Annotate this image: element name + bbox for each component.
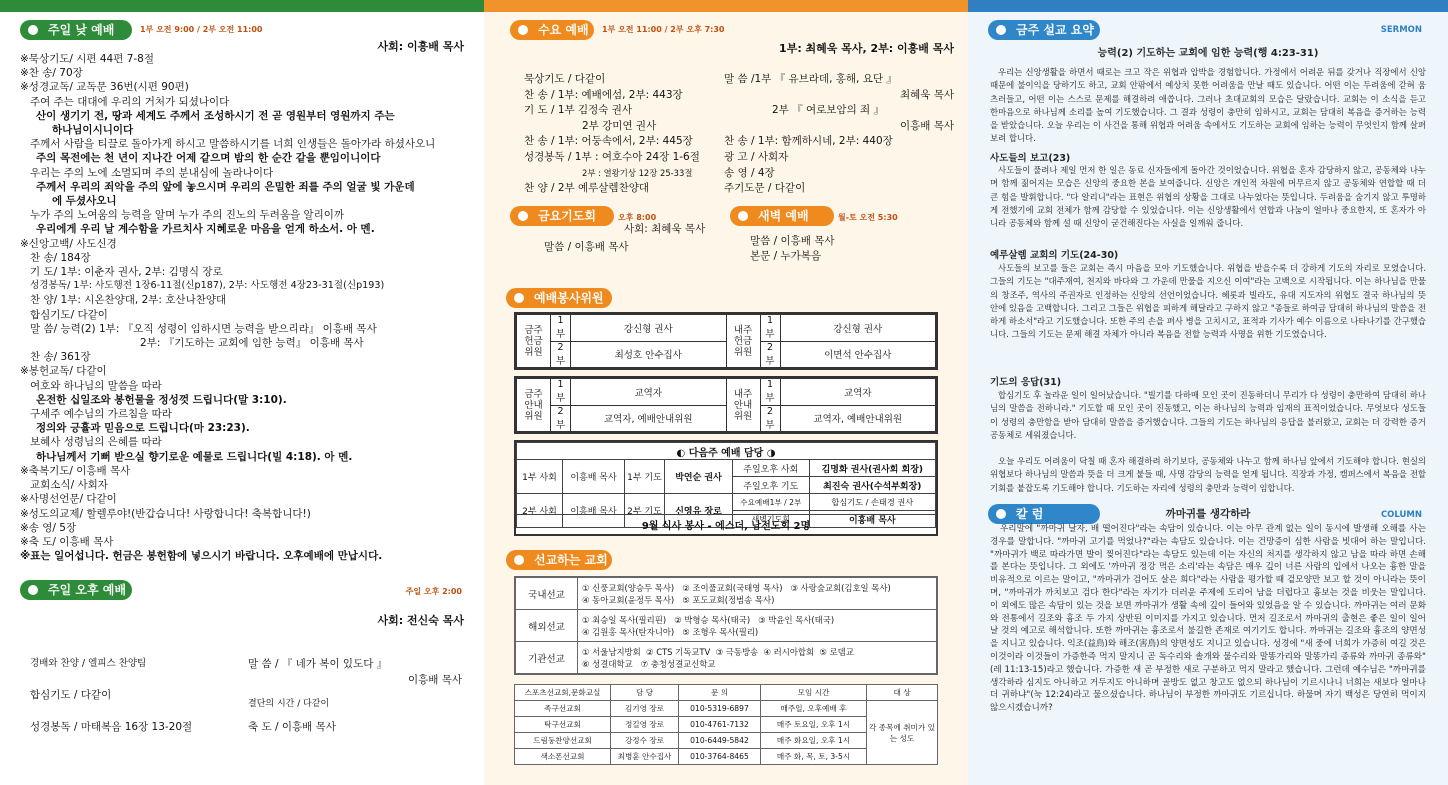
cell: 010-6449-5842 [679, 733, 761, 749]
mission-label: 국내선교 [516, 578, 578, 610]
cell: 매주 화, 목, 토, 3-5시 [761, 749, 867, 765]
column-eng-label: COLUMN [1380, 510, 1422, 520]
col-header: 모임 시간 [761, 685, 867, 701]
duty-person: 박연순 권사 [665, 460, 733, 494]
cell: 족구선교회 [515, 701, 611, 717]
order-line: 묵상기도 / 다같이 [524, 73, 606, 85]
cell: 최병훈 안수집사 [611, 749, 679, 765]
next-week-title: ◐ 다음주 예배 담당 ◑ [517, 443, 936, 460]
mission-title: 선교하는 교회 [506, 550, 612, 570]
cell: 매주 토요일, 오후 1시 [761, 717, 867, 733]
wed-order-right [724, 72, 954, 197]
afternoon-preacher: 이흥배 목사 [407, 674, 462, 686]
offering-committee [514, 312, 938, 370]
order-line: 찬 양/ 1부: 시온찬양대, 2부: 호산나찬양대 [30, 294, 227, 307]
afternoon-decision: 결단의 시간 / 다같이 [248, 699, 330, 709]
column-body: 우리말에 "까마귀 날자, 배 떨어진다"라는 속담이 있습니다. 이는 아무 관계 없는 일이 동시에 발생해 오해를 사는 경우를 말합니다. "까마귀 고기를 먹었나?"라는 속담도 있습니다. 이는 건망증이 심한 사람을 빗대어 하는 말입니다. "까마귀가 백로 따라가면 발이 찢어진다"라는 속담도 있는데 이는 자신의 처지를 생각하지 않고 남을 따라 하면 손해를 본다는 뜻입니다. 그 외에도 '까마귀 정강 먹은 소리'라는 속담은 매우 깊이 너른 사람의 입에서 나오는 흉한 말을 비유적으로 이르는 말이고, "까마귀가 검어도 살은 희다"라는 사람을 평가할 때 겉모양만 보고 할 것이 아니라는 뜻이며, "까마귀가 까치보고 검다 한다"라는 자기가 더러운 주제에 도리어 남을 더럽다고 흉보는 것을 비웃는 말입니다. 이 외에도 많은 속담이 있는 것을 보면 까마귀가 생활 속에 깊이 들어와 있었음을 알 수 있습니다. 까마귀는 여러 문화와 전통에서 길조와 흉조 두 가지 상반된 이미지를 가지고 있습니다. 먼저 길조로서 까마귀의 출현은 좋은 일이 일어날 것의 예고로 해석합니다. 또한 까마귀는 흉조로서 불길한 존재로 여기기도 합니다. 까마귀는 길조와 흉조의 양면성을 지니고 있습니다. 익조(益鳥)와 해조(害鳥)의 양면성도 지니고 있습니다. 성경에 "새 중에 너희가 가증히 여길 것은 이것이라 이것들이 가증한즉 먹지 말지니 곧 독수리와 솔개와 물수리와 말똥가리와 말똥가리 종류와 까마귀 종류와"(레 11:13-15)라고 했습니다. 가증한 새 곧 부정한 새로 구분하고 먹지 말라고 했습니다. 그런데 예수님은 "까마귀를 생각하라 심지도 아니하고 거두지도 아니하며 골방도 없고 창고도 없으되 하나님이 기르시나니 너희는 새보다 얼마나 더 귀하냐"(눅 12:24)라고 물으셨습니다. 하나님이 부정한 까마귀도 기르십니다. 하물며 자기 백성은 당연히 먹이지 않으시겠습니까? [990, 524, 1426, 714]
col-header: 스포츠선교회,문화교실 [515, 685, 611, 701]
sermon-point-2-title: 예루살렘 교회의 기도(24-30) [990, 250, 1119, 261]
sermon-intro: 우리는 신앙생활을 하면서 때로는 크고 작은 위협과 압박을 경험합니다. 가정에서 어려운 뒤를 갖거나 직장에서 신앙 때문에 불이익을 당하기도 하고, 교회 안팎에서 예상치 못한 어려움을 만날 때도 있습니다. 어떤 이는 두려움에 갇혀 움츠러들고, 어떤 이는 스스로 문제를 해결하려 애씁니다. 그러나 초대교회의 모습은 달랐습니다. 교회는 이 소식을 듣고 한마음으로 하나님께 소리를 높여 기도했습니다. 그 결과 성령이 충만히 임하시고, 교회는 담대히 복음을 증거하는 능력을 받았습니다. 오늘 우리는 이 사건을 통해 위협과 어려움 속에서도 기도하는 교회에 임하는 능력이 무엇인지 함께 살펴보려 합니다. [990, 67, 1426, 144]
dawn-word: 말씀 / 이흥배 목사 [750, 235, 835, 247]
mission-item: ③ 사랑숲교회(김호일 목사) [790, 582, 891, 593]
circle-icon [514, 293, 524, 303]
name-cell: 교역자, 예배안내위원 [780, 405, 936, 432]
sermon-point-3: 합심기도 후 놀라운 일이 일어났습니다. "빌기를 다하매 모인 곳이 진동하더니 무리가 다 성령이 충만하여 담대히 하나님의 말씀을 전하니라." 기도할 때 모인 곳이 진동했고, 이는 하나님의 능력과 임재의 표적이었습니다. 무엇보다 성도들이 성령의 충만함을 받아 담대히 말씀을 증거했습니다. 그들의 기도는 하나님의 응답을 불러왔고, 교회는 더 강력한 증거 공동체로 세워졌습니다. [990, 390, 1426, 440]
mission-item: ⑤ 로뎀교 [819, 646, 854, 657]
order-line: ※묵상기도/ 시편 44편 7-8절 [20, 53, 155, 65]
duty-person: 최진숙 권사(수석부회장) [809, 477, 935, 494]
col-header: 대 상 [867, 685, 938, 701]
responsive-reading-line: 주의 목전에는 천 년이 지나간 어제 같으며 밤의 한 순간 같을 뿐임이니이다 [36, 152, 381, 165]
name-cell: 교역자 [571, 379, 727, 406]
duty-role: 1부 기도 [625, 460, 665, 494]
next-week-duty [514, 440, 938, 536]
responsive-reading-line: 주여 주는 대대에 우리의 거처가 되셨나이다 [30, 95, 230, 108]
wed-time: 1부 오전 11:00 / 2부 오후 7:30 [602, 25, 725, 34]
part-cell: 1부 [551, 379, 571, 406]
sermon-eng-label: SERMON [1380, 25, 1422, 35]
offering-reading-line: 정의와 긍휼과 믿음으로 드립니다(마 23:23). [36, 422, 250, 435]
order-line: 찬 송/ 184장 [30, 251, 91, 264]
circle-icon [738, 211, 748, 221]
cell: 드림둥찬양선교회 [515, 733, 611, 749]
duty-person: 이흥배 목사 [563, 460, 625, 494]
mission-item: ⑥ 성결대학교 [582, 658, 633, 669]
mission-item: ④ 김원홍 목사(탄자니아) [582, 626, 675, 637]
order-line: 성경봉독/ 1부: 사도행전 1장6-11절(신p187), 2부: 사도행전 4장23-31절(신p193) [30, 280, 385, 292]
order-line: 2부 : 열왕기상 12장 25-33절 [582, 167, 693, 178]
mission-item: ⑤ 포도교회(정범송 목사) [682, 594, 775, 605]
circle-icon [518, 211, 528, 221]
sermon-point-1: 사도들이 풀려나 제일 먼저 한 일은 동료 신자들에게 돌아간 것이었습니다. 위협을 혼자 감당하지 않고, 공동체와 나누며 함께 짊어지는 모습은 신앙의 중요한 본을 보여줍니다. 신앙은 개인적 차원에 머무르지 않고 공동체와 연합할 때 더 큰 힘을 발휘합니다. "다 알리니"라는 표현은 위협의 상황을 그대로 나누었다는 뜻입니다. 두려움을 숨기지 않고 투명하게 전했기에 교회 전체가 함께 감당할 수 있었습니다. 이는 신앙생활에서 연합과 나눔이 얼마나 중요한지, 또 혼자가 아니라 공동체와 함께 설 때 신앙이 굳건해진다는 사실을 일깨워 줍니다. [990, 165, 1426, 229]
cell: 010-5319-6897 [679, 701, 761, 717]
fri-time: 오후 8:00 [618, 213, 657, 222]
morning-host: 사회: 이흥배 목사 [377, 40, 464, 53]
cell: 색소폰선교회 [515, 749, 611, 765]
offering-reading-line: 여호와 하나님의 말씀을 따라 [30, 379, 162, 392]
column-sunday [0, 0, 484, 785]
responsive-reading-line: 에 두셨사오니 [52, 195, 117, 208]
top-band [968, 0, 1448, 12]
name-cell: 교역자, 예배안내위원 [571, 405, 727, 432]
order-line: ※축 도/ 이흥배 목사 [20, 535, 114, 548]
wed-title: 수요 예배 [510, 20, 594, 40]
afternoon-title: 주일 오후 예배 [20, 580, 132, 600]
mission-table [514, 576, 938, 675]
target-cell: 각 종목에 취미가 있는 성도 [867, 701, 938, 765]
fri-host: 사회: 최혜욱 목사 [624, 223, 706, 235]
cell: 매주일, 오후예배 후 [761, 701, 867, 717]
order-line: 찬 송 / 1부: 함께하시네, 2부: 440장 [724, 135, 893, 148]
afternoon-reading: 성경봉독 / 마태복음 16장 13-20절 [30, 721, 193, 733]
dawn-text: 본문 / 누가복음 [750, 250, 822, 262]
responsive-reading-line: 누가 주의 노여움의 능력을 알며 누가 주의 진노의 두려움을 알리이까 [30, 209, 345, 222]
duty-role: 주일오후 기도 [733, 477, 810, 494]
sermon-line: 2부: 『기도하는 교회에 임한 능력』 이흥배 목사 [140, 337, 364, 350]
name-cell: 교역자 [780, 379, 936, 406]
column-weekday [484, 0, 968, 785]
order-line: ※찬 송/ 70장 [20, 67, 83, 80]
circle-icon [28, 25, 38, 35]
duty-role: 새벽기도회 [733, 511, 810, 528]
responsive-reading-line: 우리는 주의 노에 소멸되며 주의 분내심에 놀라나이다 [30, 166, 274, 179]
col-header: 문 의 [679, 685, 761, 701]
mission-item: ④ 러시아합회 [763, 646, 815, 657]
sermon-summary-title: 금주 설교 요약 [988, 20, 1100, 40]
order-line: ※축복기도/ 이흥배 목사 [20, 464, 131, 477]
cell: 강정수 장로 [611, 733, 679, 749]
cell: 010-3764-8465 [679, 749, 761, 765]
morning-time: 1부 오전 9:00 / 2부 오전 11:00 [140, 25, 263, 34]
part-cell: 1부 [760, 379, 780, 406]
part-cell: 2부 [551, 405, 571, 432]
order-line: ※신앙고백/ 사도신경 [20, 237, 117, 250]
order-line: 교회소식/ 사회자 [30, 479, 108, 492]
mission-item: ① 최승일 목사(필리핀) [582, 614, 667, 625]
order-line: 이흥배 목사 [899, 119, 954, 132]
meal-service: 9월 식사 봉사 - 에스더, 남전도회 2명 [516, 514, 936, 532]
order-line: 송 영 / 4장 [724, 166, 775, 179]
order-line: 합심기도/ 다같이 [30, 308, 108, 321]
part-cell: 2부 [760, 405, 780, 432]
mission-item: ① 신풍교회(양승두 목사) [582, 582, 675, 593]
order-line: ※봉헌교독/ 다같이 [20, 365, 107, 378]
duty-role: 1부 사회 [517, 460, 563, 494]
mission-label: 기관선교 [516, 642, 578, 674]
duty-role: 2부 기도 [625, 494, 665, 528]
name-cell: 강신형 권사 [571, 315, 727, 342]
usher-committee [514, 376, 938, 434]
mission-item: ③ 극동방송 [715, 646, 759, 657]
mission-item: ② CTS 기독교TV [646, 646, 711, 657]
order-line: ※성도의교제/ 할렐루야!(반갑습니다! 사랑합니다! 축복합니다!) [20, 507, 311, 520]
name-cell: 최성호 안수집사 [571, 341, 727, 368]
sermon-point-2: 사도들의 보고를 들은 교회는 즉시 마음을 모아 기도했습니다. 위협을 받을수록 더 강하게 기도의 자리로 모였습니다. 그들의 기도는 "대주재여, 천지와 바다와 그 가운데 만물을 지으신 이여"라는 고백으로 시작됩니다. 이는 하나님을 만물의 창조주, 역사의 주권자로 인정하는 신앙의 선언이었습니다. 헤롯과 빌라도, 유대 지도자의 위협도 결국 하나님의 뜻 안에 있음을 고백합니다. 그리고 그들은 위협을 피하게 해달라고 구하지 않고 "종들로 하여금 담대히 하나님의 말씀을 전하게 하소서"라고 기도했습니다. 또한 주의 손을 펴사 병을 고치시고, 표적과 기사가 예수 이름으로 나타나기를 간구했습니다. 그들의 기도는 문제 해결 자체가 아니라 복음을 전할 능력과 사명을 위한 기도였습니다. [990, 263, 1426, 340]
wed-order-left [524, 72, 700, 197]
mission-item: ① 서울남지방회 [582, 646, 641, 657]
mission-item: ④ 동아교회(윤정두 목사) [582, 594, 675, 605]
cell: 김기영 장로 [611, 701, 679, 717]
offering-reading-line: 온전한 십일조와 봉헌물을 정성껏 드립니다(말 3:10). [36, 393, 287, 406]
morning-order [20, 52, 435, 563]
top-band [484, 0, 968, 12]
duty-role: 2부 사회 [517, 494, 563, 528]
order-line: 2부 『 여로보암의 죄 』 [772, 104, 885, 117]
order-line: 기 도/ 1부: 이춘자 권사, 2부: 김명식 장로 [30, 266, 223, 279]
order-line: 찬 양 / 2부 예루살렘찬양대 [524, 182, 649, 195]
morning-title: 주일 낮 예배 [20, 20, 132, 40]
responsive-reading-line: 하나님이시니이다 [52, 124, 134, 137]
cell: 정길영 장로 [611, 717, 679, 733]
duty-person: 이흥배 목사 [809, 511, 935, 528]
sermon-conclusion: 오늘 우리도 어려움이 닥칠 때 혼자 해결하려 하기보다, 공동체와 나누고 함께 하나님 앞에서 기도해야 합니다. 현실의 위협보다 하나님의 말씀과 뜻을 더 크게 붙들 때, 사명 감당의 능력을 얻게 됩니다. 직장과 가정, 캠퍼스에서 복음을 전할 기회를 붙잡도록 기도해야 합니다. 기도하는 자리에 성령의 충만과 능력이 임합니다. [990, 456, 1426, 493]
order-line: ※성경교독/ 교독문 36번(시편 90편) [20, 81, 189, 94]
col-header: 담 당 [611, 685, 679, 701]
duty-role: 수요예배1부 / 2부 [733, 494, 810, 511]
offering-reading-line: 하나님께서 기뻐 받으실 향기로운 예물로 드립니다(빌 4:18). 아 멘. [36, 450, 353, 463]
mission-item: ② 조이풀교회(국태영 목사) [682, 582, 783, 593]
part-cell: 1부 [551, 315, 571, 342]
circle-icon [514, 555, 524, 565]
label-cell: 내주 헌금 위원 [726, 315, 760, 368]
responsive-reading-line: 주께서 우리의 죄악을 주의 앞에 놓으시며 우리의 은밀한 죄를 주의 얼굴 빛 가운데 [36, 180, 415, 193]
sermon-point-1-title: 사도들의 보고(23) [990, 153, 1071, 164]
cell: 탁구선교회 [515, 717, 611, 733]
dawn-time: 월-토 오전 5:30 [838, 213, 898, 222]
servants-title: 예배봉사위원 [506, 288, 612, 308]
fri-title: 금요기도회 [510, 206, 614, 226]
name-cell: 강신형 권사 [780, 315, 936, 342]
label-cell: 금주 안내 위원 [517, 379, 551, 432]
order-line: 기 도 / 1부 김정숙 권사 [524, 104, 633, 117]
order-line: 찬 송/ 361장 [30, 351, 91, 364]
mission-list [578, 578, 937, 610]
duty-person: 합심기도 / 손태경 권사 [809, 494, 935, 511]
order-line: 찬 송 / 1부: 어둥속에서, 2부: 445장 [524, 135, 693, 148]
contacts-table [514, 684, 938, 765]
cell: 010-4761-7132 [679, 717, 761, 733]
afternoon-praise: 경배와 찬양 / 엘피스 찬양팀 [30, 658, 147, 669]
circle-icon [996, 25, 1006, 35]
order-line: 광 고 / 사회자 [724, 150, 789, 163]
order-line: ※사명선언문/ 다같이 [20, 493, 117, 506]
order-line: 찬 송 / 1부: 예배에섬, 2부: 443장 [524, 88, 683, 101]
afternoon-time: 주일 오후 2:00 [405, 587, 462, 596]
duty-role: 주일오후 사회 [733, 460, 810, 477]
order-line: 최혜욱 목사 [899, 88, 954, 101]
part-cell: 2부 [760, 341, 780, 368]
circle-icon [28, 585, 38, 595]
circle-icon [518, 25, 528, 35]
part-cell: 1부 [760, 315, 780, 342]
label-cell: 금주 헌금 위원 [517, 315, 551, 368]
afternoon-sermon: 말 씀 / 『 네가 복이 있도다 』 [248, 658, 388, 670]
order-line: 말 씀 /1부 『 유브라데, 홍해, 요단 』 [724, 73, 897, 85]
duty-person: 김명화 권사(권사회 회장) [809, 460, 935, 477]
wed-host: 1부: 최혜욱 목사, 2부: 이흥배 목사 [779, 42, 954, 55]
mission-item: ⑦ 충청성결교신학교 [640, 658, 716, 669]
order-line: 2부 강미연 권사 [582, 119, 657, 132]
duty-person: 이흥배 목사 [563, 494, 625, 528]
offering-reading-line: 보혜사 성령님의 은혜를 따라 [30, 436, 162, 449]
mission-list [578, 610, 937, 642]
offering-reading-line: 구세주 예수님의 가르침을 따라 [30, 408, 172, 421]
mission-list [578, 642, 937, 674]
mission-item: ③ 박윤인 목사(태국) [758, 614, 835, 625]
name-cell: 이면석 안수집사 [780, 341, 936, 368]
mission-label: 해외선교 [516, 610, 578, 642]
sermon-line: 말 씀/ 능력(2) 1부: 『오직 성령이 임하시면 능력을 받으리라』 이흥배 목사 [30, 322, 377, 335]
responsive-reading-line: 산이 생기기 전, 땅과 세계도 주께서 조성하시기 전 곧 영원부터 영원까지 주는 [36, 109, 395, 122]
afternoon-host: 사회: 전신숙 목사 [377, 614, 464, 627]
sermon-heading: 능력(2) 기도하는 교회에 임한 능력(행 4:23-31) [1097, 48, 1319, 59]
column-sermon [968, 0, 1448, 785]
cell: 매주 화요일, 오후 1시 [761, 733, 867, 749]
order-line: 성경봉독 / 1부 : 여호수아 24장 1-6절 [524, 150, 700, 163]
responsive-reading-line: 주께서 사람을 티끌로 돌아가게 하시고 말씀하시기를 너희 인생들은 돌아가라 하셨사오니 [30, 138, 436, 151]
top-band [0, 0, 484, 12]
mission-item: ⑤ 조형우 목사(필리) [682, 626, 759, 637]
notice-line: ※표는 일어섭니다. 헌금은 봉헌함에 넣으시기 바랍니다. 오후예배에 만납시다. [20, 550, 383, 563]
afternoon-benediction: 축 도 / 이흥배 목사 [248, 721, 336, 733]
afternoon-prayer: 합심기도 / 다같이 [30, 689, 112, 701]
column-heading: 까마귀를 생각하라 [1165, 508, 1251, 520]
responsive-reading-line: 우리에게 우리 날 계수함을 가르치사 지혜로운 마음을 얻게 하소서. 아 멘. [36, 223, 375, 236]
dawn-title: 새벽 예배 [730, 206, 834, 226]
sermon-point-3-title: 기도의 응답(31) [990, 377, 1062, 388]
duty-person: 신영유 장로 [665, 494, 733, 528]
order-line: ※송 영/ 5장 [20, 521, 77, 534]
order-line: 주기도문 / 다같이 [724, 182, 806, 195]
fri-word: 말씀 / 이흥배 목사 [544, 241, 629, 253]
label-cell: 내주 안내 위원 [726, 379, 760, 432]
part-cell: 2부 [551, 341, 571, 368]
mission-item: ② 박형승 목사(태국) [674, 614, 751, 625]
column-title: 칼 럼 [988, 504, 1100, 524]
